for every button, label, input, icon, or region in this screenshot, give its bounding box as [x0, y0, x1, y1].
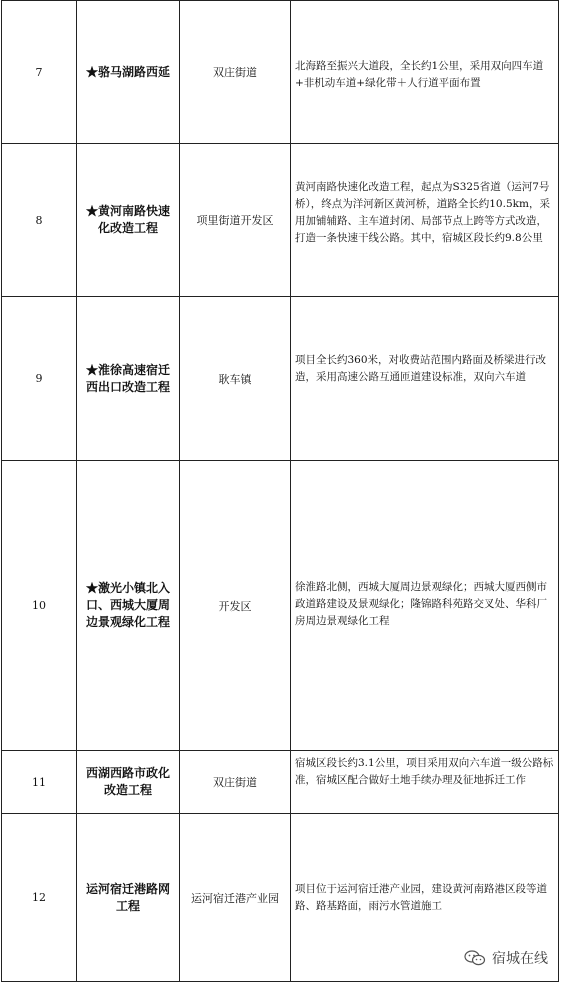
row-number: 8 [2, 144, 77, 297]
table-row [2, 1, 559, 144]
project-table [1, 0, 559, 982]
project-name: ★激光小镇北入口、西城大厦周边景观绿化工程 [77, 461, 180, 751]
watermark [464, 948, 548, 968]
project-description: 北海路至振兴大道段，全长约1公里，采用双向四车道+非机动车道+绿化带＋人行道平面布置 [291, 1, 559, 144]
project-description: 项目位于运河宿迁港产业园，建设黄河南路港区段等道路、路基路面，雨污水管道施工 [291, 814, 559, 982]
project-location: 开发区 [180, 461, 291, 751]
project-name: ★淮徐高速宿迁西出口改造工程 [77, 297, 180, 461]
project-name: ★黄河南路快速化改造工程 [77, 144, 180, 297]
project-description: 徐淮路北侧，西城大厦周边景观绿化；西城大厦西侧市政道路建设及景观绿化；隆锦路科苑路交叉处、华科厂房周边景观绿化工程 [291, 461, 559, 751]
row-number: 11 [2, 751, 77, 814]
project-location: 项里街道开发区 [180, 144, 291, 297]
project-location: 运河宿迁港产业园 [180, 814, 291, 982]
project-location: 双庄街道 [180, 751, 291, 814]
row-number: 9 [2, 297, 77, 461]
table-row [2, 144, 559, 297]
project-name: 西湖西路市政化改造工程 [77, 751, 180, 814]
project-description: 宿城区段长约3.1公里，项目采用双向六车道一级公路标准，宿城区配合做好土地手续办理及征地拆迁工作 [291, 751, 559, 814]
project-description: 项目全长约360米，对收费站范围内路面及桥梁进行改造，采用高速公路互通匝道建设标准，双向六车道 [291, 297, 559, 461]
table-row [2, 461, 559, 751]
row-number: 7 [2, 1, 77, 144]
project-name: ★骆马湖路西延 [77, 1, 180, 144]
project-name: 运河宿迁港路网工程 [77, 814, 180, 982]
table-row [2, 297, 559, 461]
watermark-text: 宿城在线 [492, 951, 548, 967]
project-description: 黄河南路快速化改造工程，起点为S325省道（运河7号桥），终点为洋河新区黄河桥，道路全长约10.5km，采用加铺辅路、主车道封闭、局部节点上跨等方式改造，打造一条快速干线公路。其中，宿城区段长约9.8公里 [291, 144, 559, 297]
wechat-icon [464, 950, 486, 966]
project-location: 双庄街道 [180, 1, 291, 144]
project-location: 耿车镇 [180, 297, 291, 461]
row-number: 12 [2, 814, 77, 982]
table-row [2, 751, 559, 814]
row-number: 10 [2, 461, 77, 751]
